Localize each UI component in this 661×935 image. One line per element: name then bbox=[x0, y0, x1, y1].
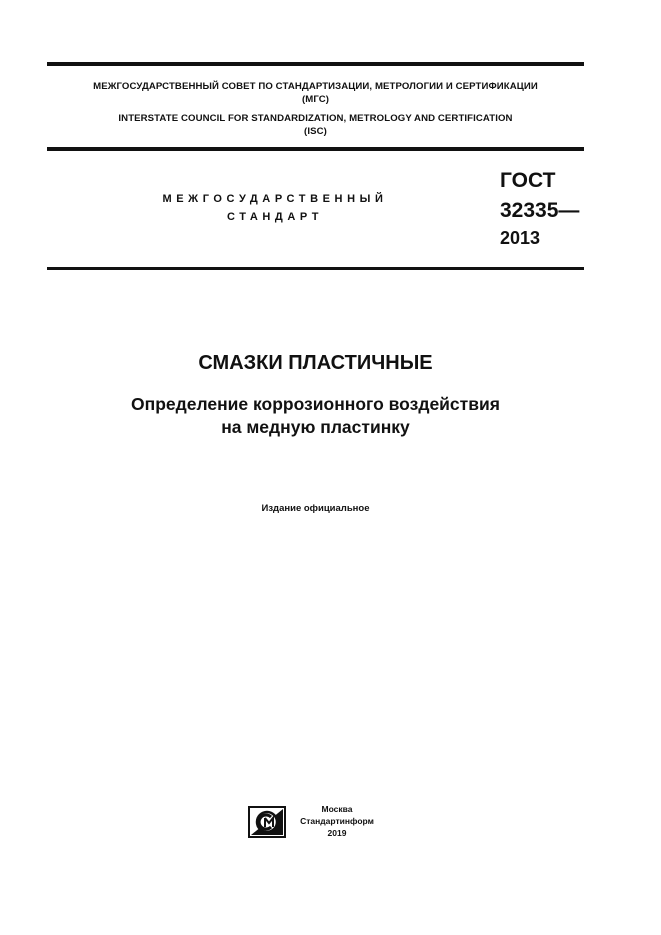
gost-prefix: ГОСТ bbox=[500, 169, 556, 192]
council-ru-line1: МЕЖГОСУДАРСТВЕННЫЙ СОВЕТ ПО СТАНДАРТИЗАЦИИ, МЕТРОЛОГИИ И СЕРТИФИКАЦИИ bbox=[93, 81, 538, 92]
council-ru-line2: (МГС) bbox=[301, 94, 330, 105]
publisher-name: Стандартинформ bbox=[300, 816, 374, 826]
document-subtitle-line2: на медную пластинку bbox=[221, 417, 410, 437]
publisher-city: Москва bbox=[321, 804, 353, 814]
council-en-line2: (ISC) bbox=[304, 126, 327, 137]
top-rule bbox=[47, 62, 584, 66]
standartinform-logo-icon bbox=[248, 806, 286, 838]
middle-rule bbox=[47, 147, 584, 151]
council-en-line1: INTERSTATE COUNCIL FOR STANDARDIZATION, METROLOGY AND CERTIFICATION bbox=[118, 113, 513, 124]
council-name-en bbox=[47, 112, 584, 138]
gost-number: 32335— bbox=[500, 199, 580, 222]
edition-label: Издание официальное bbox=[261, 503, 370, 514]
standard-type-line2: СТАНДАРТ bbox=[226, 211, 324, 223]
document-subtitle-line1: Определение коррозионного воздействия bbox=[131, 394, 500, 414]
bottom-rule bbox=[47, 267, 584, 270]
standard-type-line1: МЕЖГОСУДАРСТВЕННЫЙ bbox=[162, 193, 388, 205]
council-name-ru bbox=[47, 80, 584, 106]
gost-year: 2013 bbox=[500, 228, 541, 248]
document-title: СМАЗКИ ПЛАСТИЧНЫЕ bbox=[198, 352, 433, 374]
publisher-year: 2019 bbox=[327, 828, 347, 838]
